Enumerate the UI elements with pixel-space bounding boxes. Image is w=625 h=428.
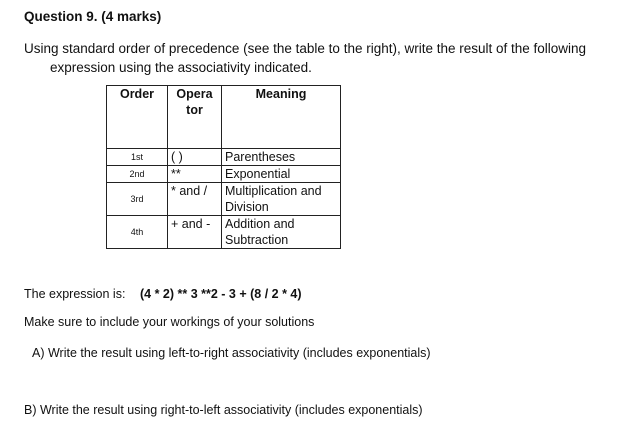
header-meaning: Meaning xyxy=(222,86,341,149)
table-row xyxy=(107,183,341,216)
expression-value: (4 * 2) ** 3 **2 - 3 + (8 / 2 * 4) xyxy=(140,287,302,301)
precedence-table xyxy=(106,85,341,249)
table-row xyxy=(107,216,341,249)
row-operator: * and / xyxy=(168,183,222,216)
table-row xyxy=(107,149,341,166)
header-operator-text: Opera tor xyxy=(176,87,213,117)
row-order: 4th xyxy=(107,216,168,249)
expression-label: The expression is: xyxy=(24,287,126,301)
row-order: 2nd xyxy=(107,166,168,183)
question-title: Question 9. (4 marks) xyxy=(24,9,162,24)
table-row xyxy=(107,166,341,183)
header-operator xyxy=(168,86,222,149)
row-meaning: Addition and Subtraction xyxy=(222,216,341,249)
table-header-row xyxy=(107,86,341,149)
row-meaning: Parentheses xyxy=(222,149,341,166)
row-meaning: Exponential xyxy=(222,166,341,183)
row-operator: + and - xyxy=(168,216,222,249)
row-operator: ( ) xyxy=(168,149,222,166)
question-intro-line2: expression using the associativity indicated. xyxy=(50,60,312,75)
row-operator: ** xyxy=(168,166,222,183)
workings-note: Make sure to include your workings of your solutions xyxy=(24,315,315,329)
part-a-prompt: A) Write the result using left-to-right associativity (includes exponentials) xyxy=(32,346,431,360)
row-order: 1st xyxy=(107,149,168,166)
part-b-prompt: B) Write the result using right-to-left associativity (includes exponentials) xyxy=(24,403,423,417)
row-meaning: Multiplication and Division xyxy=(222,183,341,216)
header-order: Order xyxy=(107,86,168,149)
row-order: 3rd xyxy=(107,183,168,216)
question-intro-line1: Using standard order of precedence (see the table to the right), write the result of the following xyxy=(24,41,587,56)
